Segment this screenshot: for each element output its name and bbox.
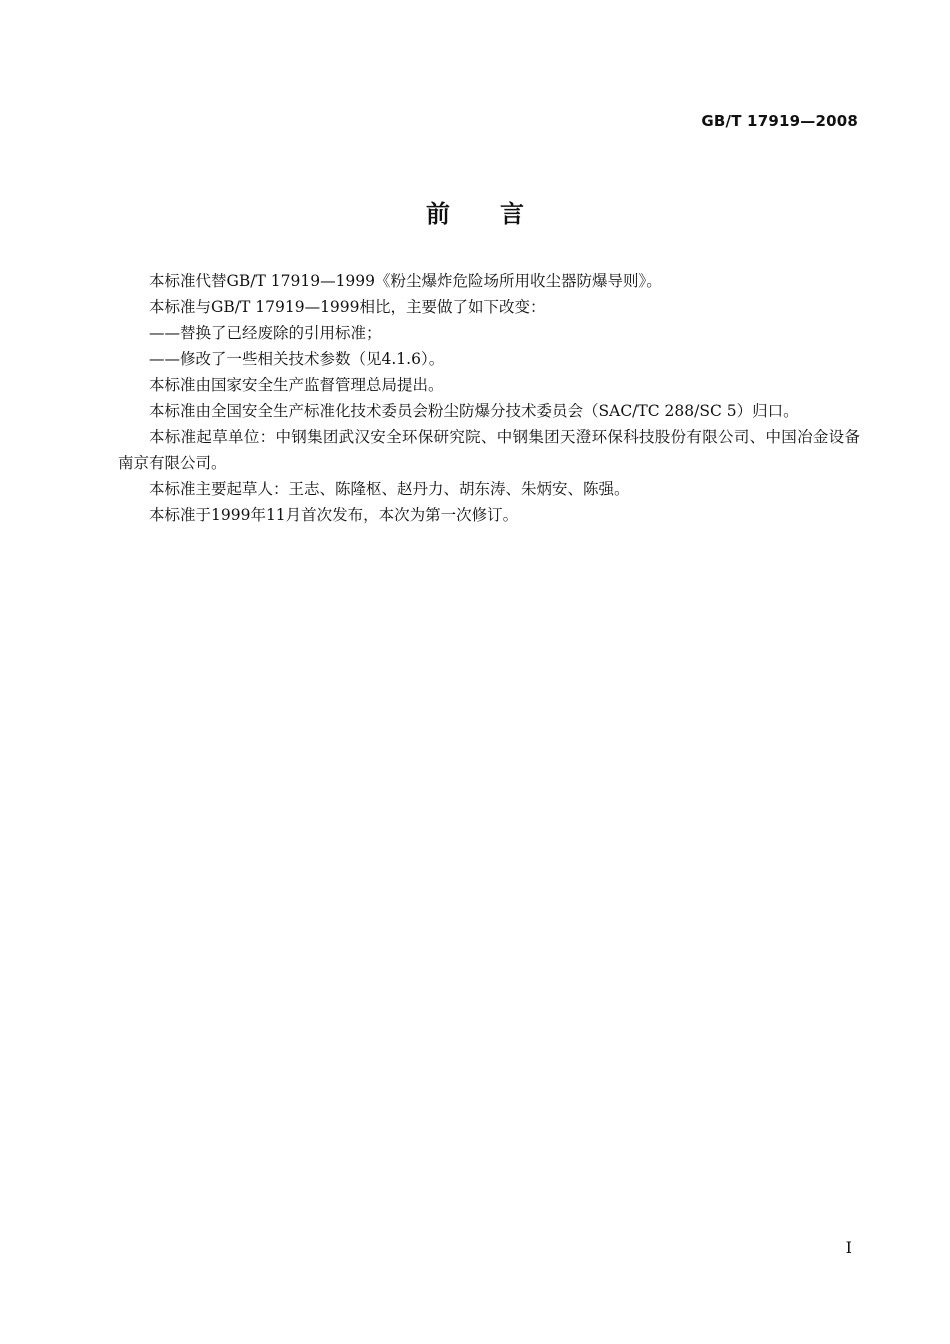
paragraph-issue-history: 本标准于1999年11月首次发布，本次为第一次修订。 [149, 506, 519, 524]
paragraph-drafting-units: 本标准起草单位：中钢集团武汉安全环保研究院、中钢集团天澄环保科技股份有限公司、中国冶金设备南京有限公司。 [118, 428, 860, 472]
paragraph-changes-intro: 本标准与GB/T 17919—1999相比，主要做了如下改变： [149, 298, 546, 316]
page-number: I [845, 1238, 852, 1257]
paragraph-change-1: ——替换了已经废除的引用标准； [149, 324, 382, 342]
paragraph-administered-by: 本标准由全国安全生产标准化技术委员会粉尘防爆分技术委员会（SAC/TC 288/SC 5）归口。 [149, 402, 799, 420]
foreword-body [118, 268, 860, 528]
paragraph-replaces: 本标准代替GB/T 17919—1999《粉尘爆炸危险场所用收尘器防爆导则》。 [149, 272, 662, 290]
paragraph-proposed-by: 本标准由国家安全生产监督管理总局提出。 [149, 376, 444, 394]
paragraph-drafters: 本标准主要起草人：王志、陈隆枢、赵丹力、胡东涛、朱炳安、陈强。 [149, 480, 630, 498]
page-title: 前言 [426, 199, 574, 228]
standard-code: GB/T 17919—2008 [701, 112, 858, 130]
paragraph-change-2: ——修改了一些相关技术参数（见4.1.6）。 [149, 350, 445, 368]
